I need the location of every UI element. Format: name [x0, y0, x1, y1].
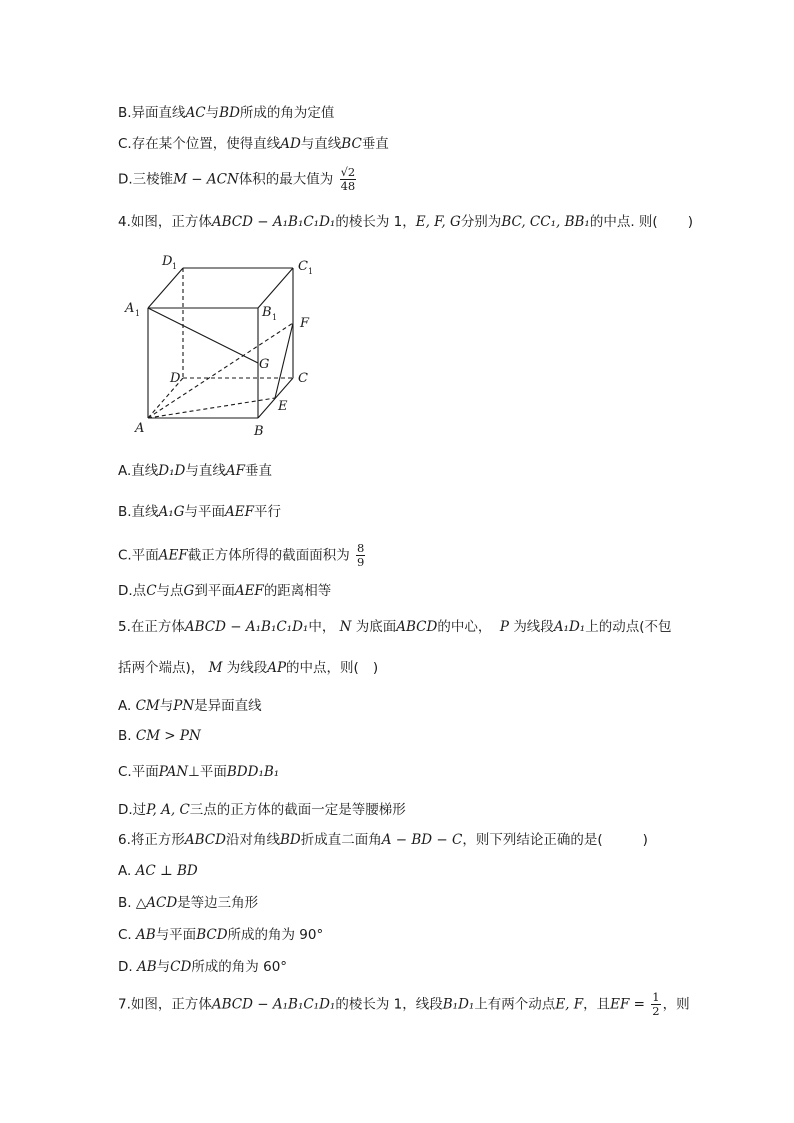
label-d1: D [162, 254, 173, 269]
label-e: E [278, 399, 288, 414]
q3-option-c: C.存在某个位置，使得直线AD与直线BC垂直 [118, 136, 389, 152]
edge-b1c1 [258, 268, 293, 308]
q6-option-b: B. △ACD是等边三角形 [118, 895, 259, 911]
q6-option-a: A. AC ⊥ BD [118, 863, 198, 879]
q5-option-b: B. CM > PN [118, 728, 201, 744]
label-a1: A [125, 301, 135, 316]
fraction: $\frac{8}{9}$ [357, 541, 365, 569]
label-d: D [170, 371, 181, 386]
label-f: F [300, 316, 310, 331]
fraction: $\frac{1}{2}$ [652, 990, 660, 1018]
hidden-segment-ae [148, 398, 275, 418]
q4-option-a: A.直线D₁D与直线AF垂直 [118, 463, 272, 479]
cube-figure [120, 250, 330, 445]
q3-option-d: D.三棱锥M − ACN体积的最大值为 $\frac{√2}{48}$ [118, 165, 356, 193]
label-a: A [135, 421, 145, 436]
fraction: $\frac{√2}{48}$ [340, 165, 356, 193]
segment-a1g [148, 308, 258, 363]
q6-stem: 6.将正方形ABCD沿对角线BD折成直二面角A − BD − C，则下列结论正确的是( ) [118, 832, 648, 848]
label-b: B [254, 424, 264, 439]
q5-option-a: A. CM与PN是异面直线 [118, 698, 262, 714]
q5-option-c: C.平面PAN⊥平面BDD₁B₁ [118, 764, 280, 780]
label-b1: B [262, 305, 272, 320]
q6-option-d: D. AB与CD所成的角为 60° [118, 959, 288, 975]
label-d1-sub: 1 [172, 262, 178, 271]
q4-option-d: D.点C与点G到平面AEF的距离相等 [118, 583, 332, 599]
label-c1-sub: 1 [308, 267, 314, 276]
q4-stem: 4.如图，正方体ABCD − A₁B₁C₁D₁的棱长为 1，E, F, G分别为BC, CC₁, BB₁的中点. 则( ) [118, 214, 693, 230]
edge-a1d1 [148, 268, 183, 308]
q7-stem: 7.如图，正方体ABCD − A₁B₁C₁D₁的棱长为 1，线段B₁D₁上有两个动点E, F，且EF = $\frac{1}{2}$ ，则 [118, 990, 690, 1018]
q4-option-b: B.直线A₁G与平面AEF平行 [118, 504, 281, 520]
label-c1: C [298, 259, 308, 274]
q6-option-c: C. AB与平面BCD所成的角为 90° [118, 927, 324, 943]
q5-stem-line2: 括两个端点)， M 为线段AP的中点，则( ) [118, 660, 379, 676]
q5-stem-line1: 5.在正方体ABCD − A₁B₁C₁D₁中， N 为底面ABCD的中心， P 为线段A₁D₁上的动点(不包 [118, 619, 672, 635]
q5-option-d: D.过P, A, C三点的正方体的截面一定是等腰梯形 [118, 802, 406, 818]
q4-option-c: C.平面AEF截正方体所得的截面面积为 $\frac{8}{9}$ [118, 541, 365, 569]
q3-option-b: B.异面直线AC与BD所成的角为定值 [118, 105, 335, 121]
label-a1-sub: 1 [135, 309, 141, 318]
label-c: C [298, 371, 308, 386]
label-g: G [259, 357, 270, 372]
label-b1-sub: 1 [272, 313, 278, 322]
segment-ef [275, 323, 293, 398]
